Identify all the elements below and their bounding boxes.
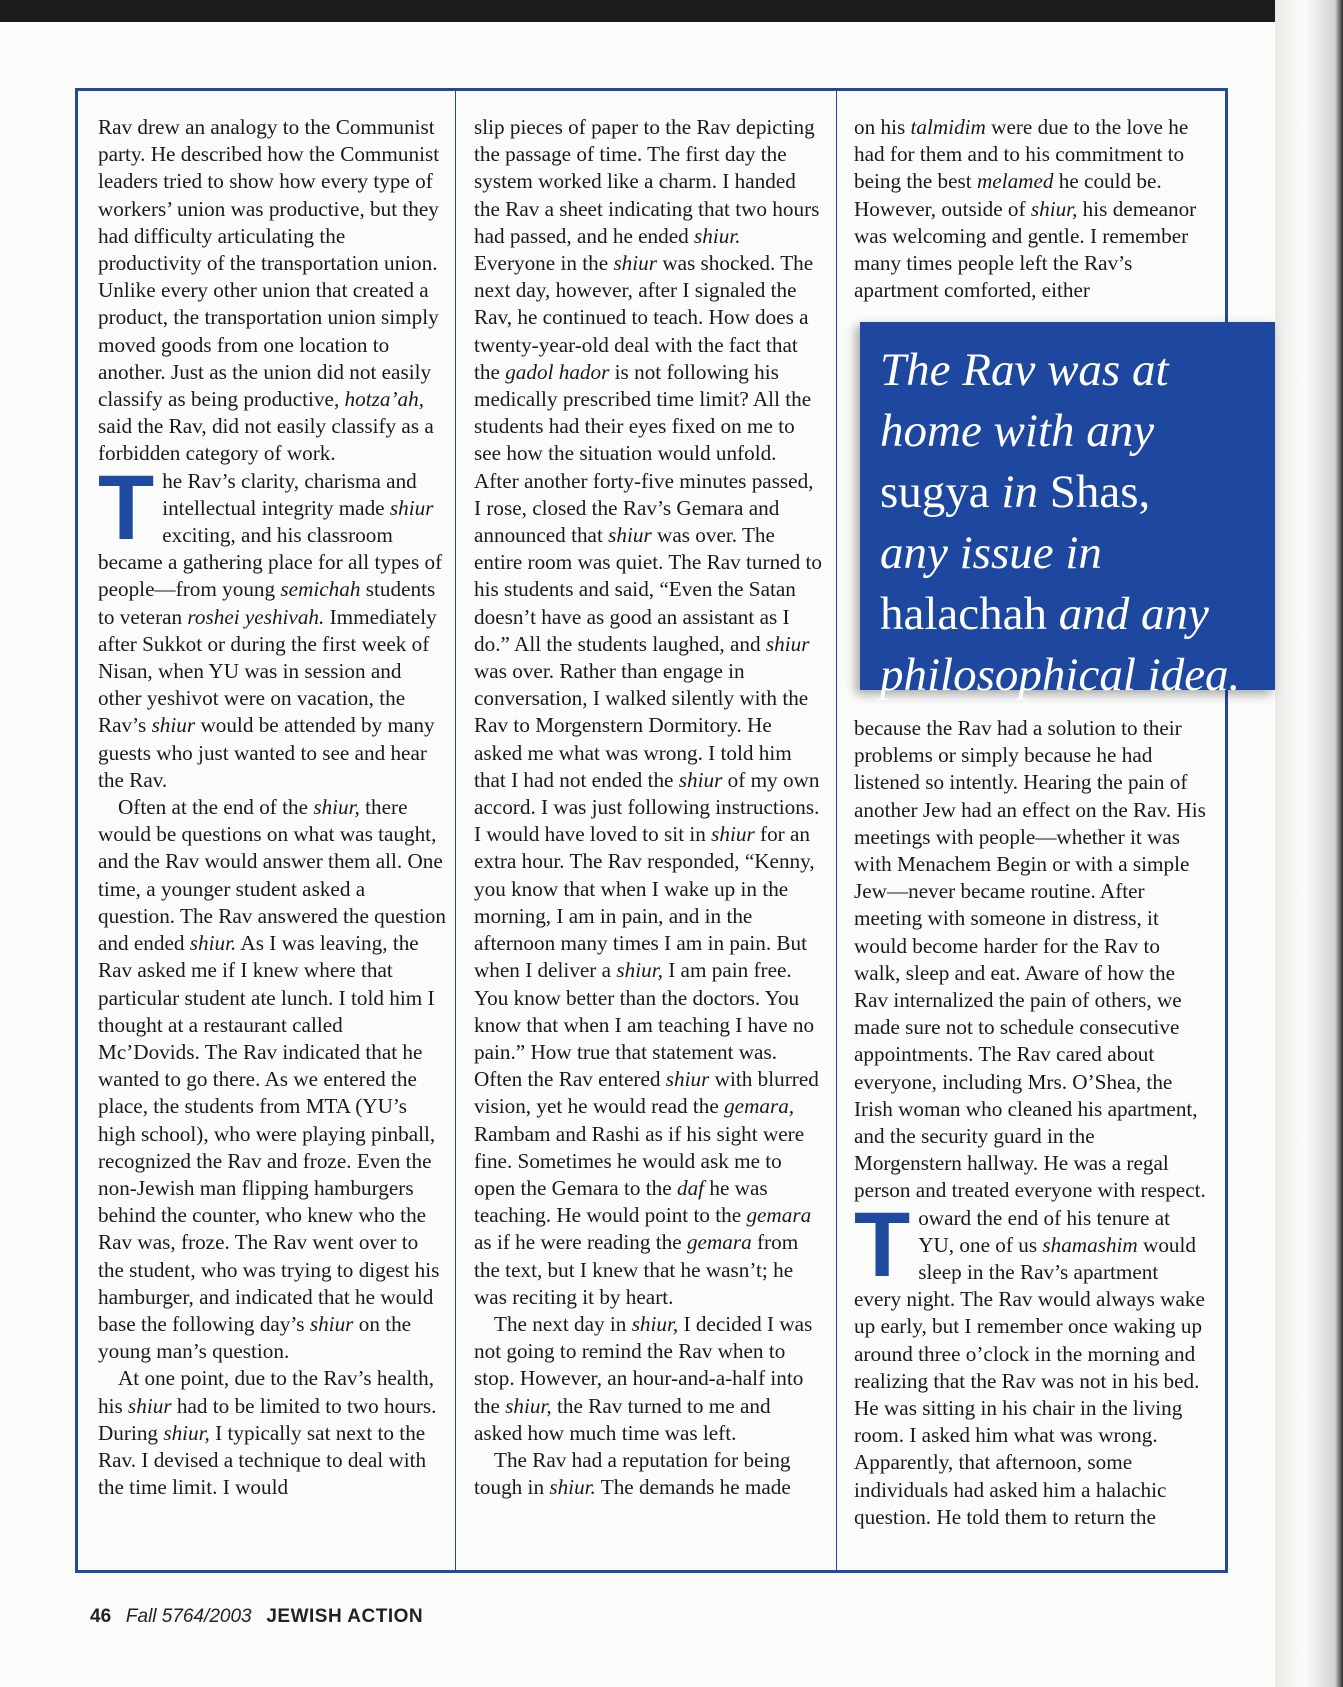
pull-quote-line: any issue in [880, 527, 1102, 579]
article-column-1 [98, 114, 446, 1501]
paragraph: The next day in shiur, I decided I was not going to remind the Rav when to stop. However, an hour-and-a-half into the shiur, the Rav turned to me and asked how much time was left. [474, 1311, 813, 1445]
article-column-3-top [854, 114, 1206, 304]
paragraph: The Rav’s clarity, charisma and intellectual integrity made shiur exciting, and his classroom became a gathering place for all types of people—from young semichah students to veteran roshei yeshivah. Immediately after Sukkot or during the first week of Nisan, when YU was in session and other yeshivot were on vacation, the Rav’s shiur would be attended by many guests who just wanted to see and hear the Rav. [98, 456, 443, 792]
pull-quote-line: home with any [880, 405, 1155, 457]
article-column-3-bottom [854, 715, 1206, 1531]
paragraph: slip pieces of paper to the Rav depicting the passage of time. The first day the system worked like a charm. I handed the Rav a sheet indicating that two hours had passed, and he ended shiur. Everyone in the shiur was shocked. The next day, however, after I signaled the Rav, he continued to teach. How does a twenty-year-old deal with the fact that the gadol hador is not following his medically prescribed time limit? All the students had their eyes fixed on me to see how the situation would unfold. After another forty-five minutes passed, I rose, closed the Rav’s Gemara and announced that shiur was over. The entire room was quiet. The Rav turned to his students and said, “Even the Satan doesn’t have as good an assistant as I do.” All the students laughed, and shiur was over. Rather than engage in conversation, I walked silently with the Rav to Morgenstern Dormitory. He asked me what was wrong. I told him that I had not ended the shiur of my own accord. I was just following instructions. I would have loved to sit in shiur for an extra hour. The Rav responded, “Kenny, you know that when I wake up in the morning, I am in pain, and in the afternoon many times I am in pain. But when I deliver a shiur, I am pain free. You know better than the doctors. You know that when I am teaching I have no pain.” How true that statement was. Often the Rav entered shiur with blurred vision, yet he would read the gemara, Rambam and Rashi as if his sight were fine. Sometimes he would ask me to open the Gemara to the daf he was teaching. He would point to the gemara as if he were reading the gemara from the text, but I knew that he wasn’t; he was reciting it by heart. [474, 115, 822, 1309]
page-footer [90, 1606, 423, 1628]
pull-quote-line: philosophical idea. [880, 649, 1241, 701]
column-divider-2 [836, 88, 837, 1573]
page-number: 46 [90, 1606, 112, 1627]
paragraph: on his talmidim were due to the love he had for them and to his commitment to being the best melamed he could be. However, outside of shiur, his demeanor was welcoming and gentle. I remember many times people left the Rav’s apartment comforted, either [854, 115, 1197, 303]
issue-date: Fall 5764/2003 [125, 1606, 252, 1627]
drop-cap: T [854, 1193, 911, 1296]
paragraph: Rav drew an analogy to the Communist party. He described how the Communist leaders tried to show how every type of workers’ union was productive, but they had difficulty articulating the productivity of the transportation union. Unlike every other union that created a product, the transportation union simply moved goods from one location to another. Just as the union did not easily classify as being productive, hotza’ah, said the Rav, did not easily classify as a forbidden category of work. [98, 115, 440, 466]
pull-quote [860, 322, 1275, 701]
paragraph: Toward the end of his tenure at YU, one of us shamashim would sleep in the Rav’s apartment every night. The Rav would always wake up early, but I remember once waking up around three o’clock in the morning and realizing that the Rav was not in his bed. He was sitting in his chair in the living room. I asked him what was wrong. Apparently, that afternoon, some individuals had asked him a halachic question. He told them to return the [854, 1193, 1205, 1529]
paragraph: Often at the end of the shiur, there would be questions on what was taught, and the Rav would answer them all. One time, a younger student asked a question. The Rav answered the question and ended shiur. As I was leaving, the Rav asked me if I knew where that particular student ate lunch. I told him I thought at a restaurant called Mc’Dovids. The Rav indicated that he wanted to go there. As we entered the place, the students from MTA (YU’s high school), who were playing pinball, recognized the Rav and froze. Even the non-Jewish man flipping hamburgers behind the counter, who knew who the Rav was, froze. The Rav went over to the student, who was trying to digest his hamburger, and indicated that he would base the following day’s shiur on the young man’s question. [98, 795, 446, 1364]
pull-quote-line: halachah and any [880, 588, 1209, 640]
page-gutter [1275, 0, 1343, 1687]
paragraph: because the Rav had a solution to their problems or simply because he had listened so intently. Hearing the pain of another Jew had an effect on the Rav. His meetings with people—whether it was with Menachem Begin or with a simple Jew—never became routine. After meeting with someone in distress, it would become harder for the Rav to walk, sleep and eat. Aware of how the Rav internalized the pain of others, we made sure not to schedule consecutive appointments. The Rav cared about everyone, including Mrs. O’Shea, the Irish woman who cleaned his apartment, and the security guard in the Morgenstern hallway. He was a regal person and treated everyone with respect. [854, 716, 1206, 1203]
column-divider-1 [455, 88, 456, 1573]
article-column-2 [474, 114, 822, 1501]
paragraph: At one point, due to the Rav’s health, his shiur had to be limited to two hours. During shiur, I typically sat next to the Rav. I devised a technique to deal with the time limit. I would [98, 1366, 437, 1500]
pull-quote-line: sugya in Shas, [880, 466, 1151, 518]
pull-quote-line: The Rav was at [880, 344, 1169, 396]
drop-cap: T [98, 456, 155, 559]
magazine-name: JEWISH ACTION [266, 1606, 424, 1627]
paragraph: The Rav had a reputation for being tough in shiur. The demands he made [474, 1447, 791, 1500]
